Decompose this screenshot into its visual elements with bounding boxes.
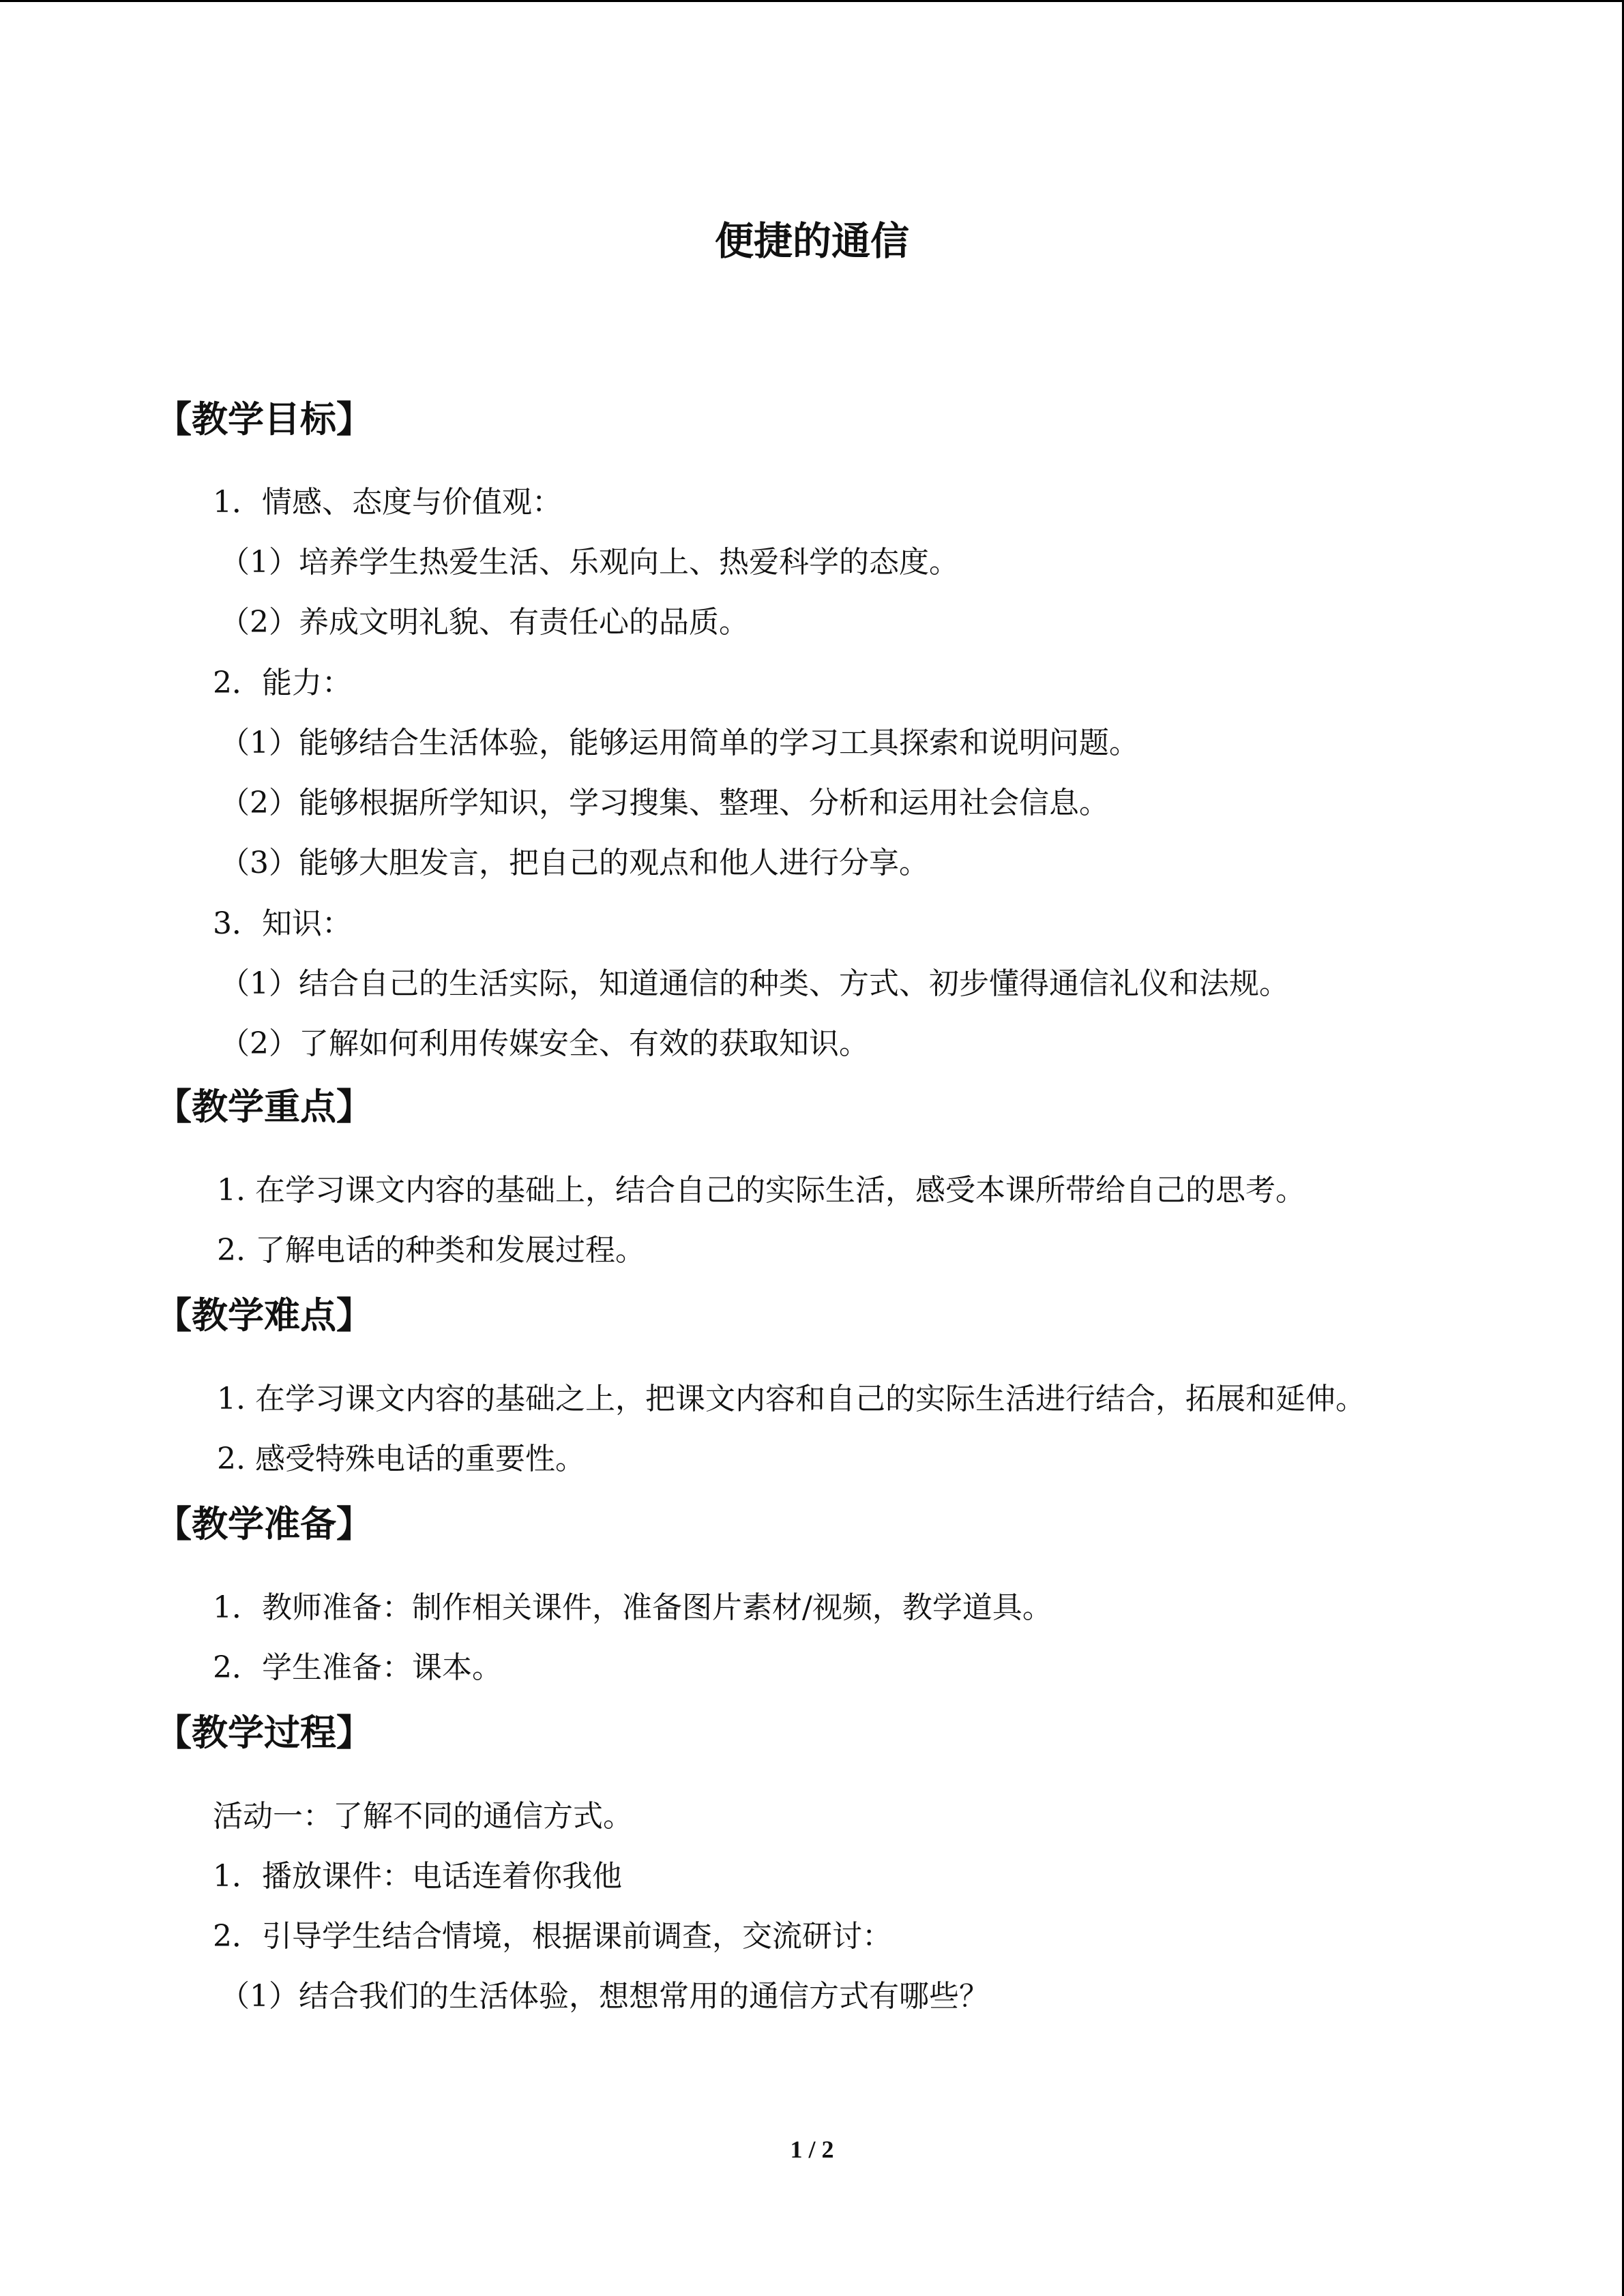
objectives-line-9: （1）结合自己的生活实际，知道通信的种类、方式、初步懂得通信礼仪和法规。 bbox=[220, 966, 1289, 1001]
objectives-line-10: （2）了解如何利用传媒安全、有效的获取知识。 bbox=[220, 1026, 869, 1061]
preparation-line-1: 1．教师准备：制作相关课件，准备图片素材/视频，教学道具。 bbox=[213, 1590, 1052, 1625]
process-line-4: （1）结合我们的生活体验，想想常用的通信方式有哪些？ bbox=[220, 1979, 989, 2014]
key-points-line-1: 1. 在学习课文内容的基础上，结合自己的实际生活，感受本课所带给自己的思考。 bbox=[217, 1173, 1305, 1208]
process-line-1: 活动一：了解不同的通信方式。 bbox=[213, 1799, 633, 1834]
objectives-line-4: 2．能力： bbox=[213, 666, 352, 700]
preparation-line-2: 2．学生准备：课本。 bbox=[213, 1650, 502, 1685]
section-heading-process: 【教学过程】 bbox=[156, 1712, 372, 1754]
page-number: 1 / 2 bbox=[790, 2136, 834, 2163]
section-heading-difficulties: 【教学难点】 bbox=[156, 1295, 372, 1337]
objectives-line-3: （2）养成文明礼貌、有责任心的品质。 bbox=[220, 605, 749, 640]
objectives-line-2: （1）培养学生热爱生活、乐观向上、热爱科学的态度。 bbox=[220, 545, 959, 580]
section-heading-objectives: 【教学目标】 bbox=[156, 399, 372, 441]
process-line-2: 1．播放课件：电话连着你我他 bbox=[213, 1859, 622, 1894]
section-heading-key-points: 【教学重点】 bbox=[156, 1086, 372, 1128]
objectives-line-1: 1．情感、态度与价值观： bbox=[213, 485, 562, 520]
objectives-line-8: 3．知识： bbox=[213, 906, 352, 941]
objectives-line-6: （2）能够根据所学知识，学习搜集、整理、分析和运用社会信息。 bbox=[220, 786, 1109, 820]
difficulties-line-1: 1. 在学习课文内容的基础之上，把课文内容和自己的实际生活进行结合，拓展和延伸。 bbox=[217, 1382, 1365, 1416]
section-heading-preparation: 【教学准备】 bbox=[156, 1504, 372, 1545]
objectives-line-5: （1）能够结合生活体验，能够运用简单的学习工具探索和说明问题。 bbox=[220, 726, 1139, 760]
process-line-3: 2．引导学生结合情境，根据课前调查，交流研讨： bbox=[213, 1919, 892, 1954]
objectives-line-7: （3）能够大胆发言，把自己的观点和他人进行分享。 bbox=[220, 846, 929, 880]
document-title: 便捷的通信 bbox=[715, 219, 909, 264]
difficulties-line-2: 2. 感受特殊电话的重要性。 bbox=[217, 1442, 585, 1476]
key-points-line-2: 2. 了解电话的种类和发展过程。 bbox=[217, 1233, 645, 1268]
